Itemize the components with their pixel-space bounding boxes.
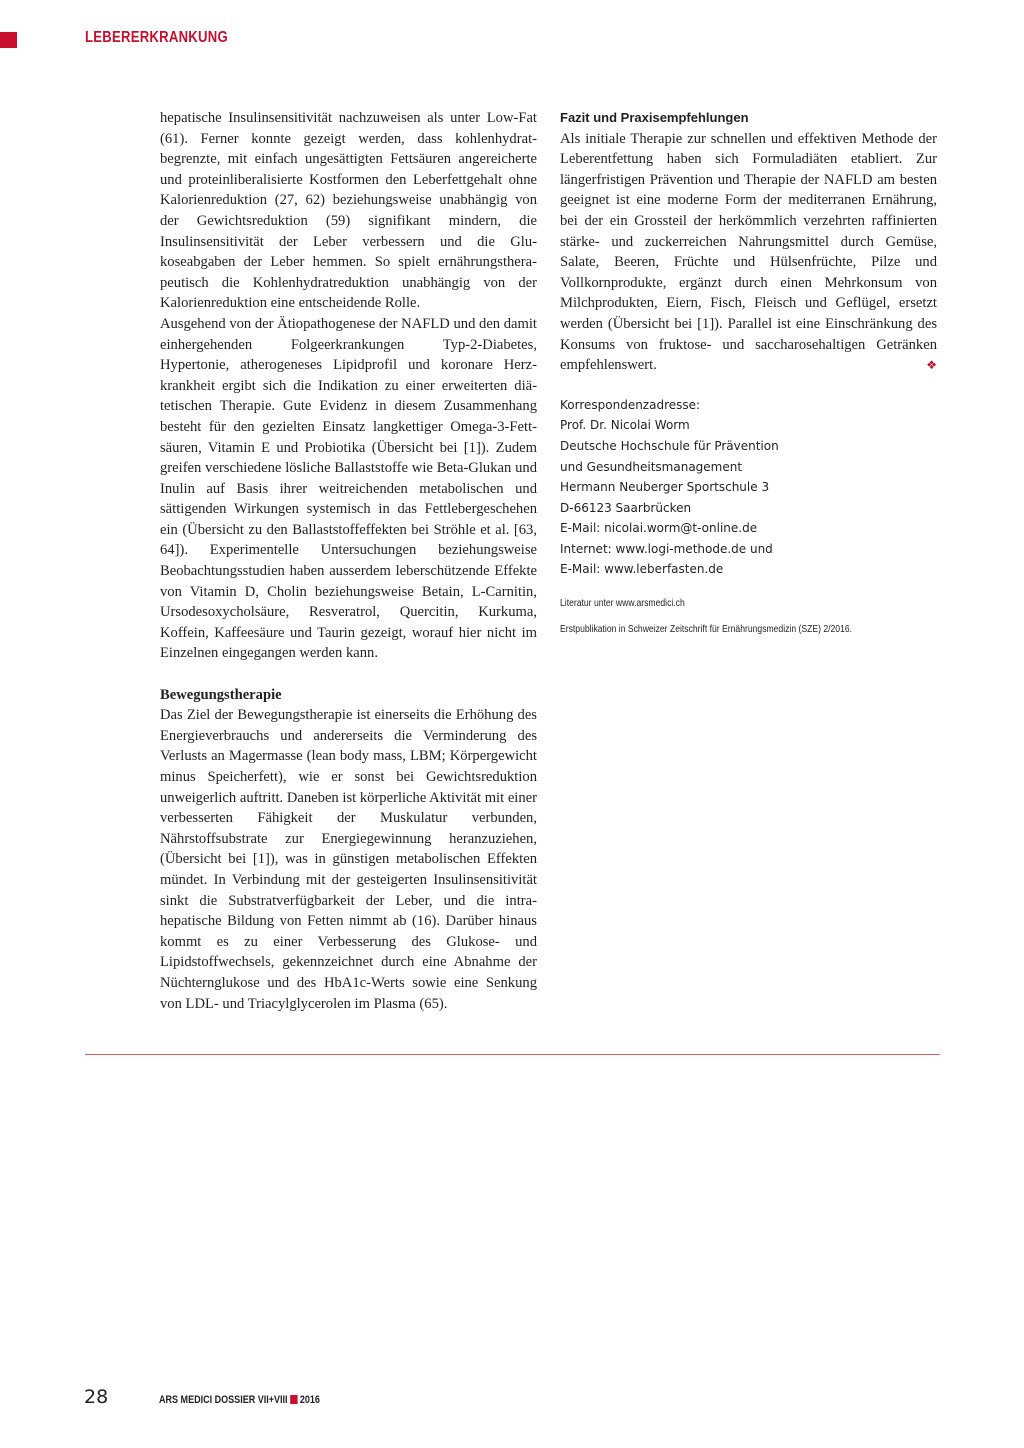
- red-square-icon: [290, 1395, 297, 1404]
- first-publication-note: Erstpublikation in Schweizer Zeitschrift für Ernährungsmedizin (SZE) 2/2016.: [560, 624, 853, 636]
- page-number: 28: [84, 1386, 109, 1408]
- literature-note: Literatur unter www.arsmedici.ch: [560, 598, 685, 610]
- address-website[interactable]: Internet: www.logi-methode.de und: [560, 541, 773, 556]
- address-email[interactable]: E-Mail: nicolai.worm@t-online.de: [560, 521, 758, 536]
- address-name: Prof. Dr. Nicolai Worm: [560, 418, 690, 433]
- address-label: Korrespondenzadresse:: [560, 397, 701, 412]
- section-title: LEBERERKRANKUNG: [85, 29, 228, 46]
- divider-rule: [85, 1054, 940, 1055]
- publication-name: ARS MEDICI DOSSIER VII+VIII: [159, 1394, 288, 1406]
- body-paragraph: Das Ziel der Bewegungstherapie ist einerseits die Erhöhung des Energieverbrauchs und andererseits die Verminderung des Verlusts an Magermasse (lean body mass, LBM; Körpergewicht minus Speicherfett), wie er sonst bei Gewichtsreduktion unweigerlich auftritt. Daneben ist körperliche Aktivität mit einer verbesserten Fähigkeit der Muskulatur verbunden, Nährstoffsubstrate zur Energiegewinnung heranzuziehen, (Übersicht bei [1]), was in günstigen metabolischen Effekten mündet. In Verbindung mit der gesteigerten Insulinsensitivität sinkt die Substratverfügbarkeit der Leber, und die intrahepatische Bildung von Fetten nimmt ab (16). Darüber hinaus kommt es zu einer Verbesserung des Glukose- und Lipidstoffwechsels, gekennzeichnet durch eine Abnahme der Nüchternglukose und des HbA1c-Werts sowie eine Senkung von LDL- und Triacylglycerolen im Plasma (65).: [160, 707, 537, 1012]
- section-color-marker: [0, 32, 17, 48]
- address-website-2[interactable]: E-Mail: www.leberfasten.de: [560, 562, 724, 577]
- body-paragraph: hepatische Insulinsensitivität nachzuweisen als unter Low-Fat (61). Ferner konnte gezeigt werden, dass kohlenhydratbegrenzte, mit einfach ungesättigten Fettsäuren angereicherte und proteinliberalisierte Kostformen den Leberfettgehalt ohne Kalorienreduktion (27, 62) beziehungsweise unabhängig von der Gewichtsreduktion (59) signifikant mindern, die Insulinsensitivität der Leber verbessern und die Glukoseabgaben der Leber hemmen. So spielt ernährungstherapeutisch die Kohlenhydratreduktion unabhängig von der Kalorienreduktion eine entscheidende Rolle.: [160, 110, 537, 312]
- body-paragraph: [560, 129, 937, 376]
- address-street: Hermann Neuberger Sportschule 3: [560, 480, 770, 495]
- address-institution: und Gesundheitsmanagement: [560, 459, 743, 474]
- spacer: [160, 664, 537, 685]
- left-column: [160, 108, 537, 1014]
- correspondence-address: [560, 395, 937, 580]
- footer-publication: [159, 1394, 320, 1406]
- publication-year: 2016: [299, 1394, 320, 1406]
- article-end-ornament-icon: ❖: [926, 358, 937, 373]
- right-column: [560, 108, 937, 636]
- subheading-fazit: Fazit und Praxisempfehlungen: [560, 110, 749, 125]
- body-paragraph: Ausgehend von der Ätiopathogenese der NAFLD und den damit einhergehenden Folgeerkrankungen Typ-2-Diabetes, Hypertonie, atherogeneses Lipidprofil und koronare Herzkrankheit ergibt sich die Indikation zu einer erweiterten diätetischen Therapie. Gute Evidenz in diesem Zusammenhang besteht für den gezielten Einsatz langkettiger Omega-3-Fettsäuren, Vitamin E und Probiotika (Übersicht bei [1]). Zudem greifen verschiedene lösliche Ballaststoffe wie Beta-Glukan und Inulin auf Basis ihrer weitreichenden metabolischen und sättigenden Wirkungen systemisch in das Fettlebergeschehen ein (Übersicht zu den Ballaststoffeffekten bei Ströhle et al. [63, 64]). Experimentelle Untersuchungen beziehungsweise Beobachtungsstudien haben ausserdem leberschützende Effekte von Vitamin D, Cholin beziehungsweise Betain, L-Carnitin, Ursodesoxycholsäure, Resveratrol, Quercitin, Kurkuma, Koffein, Kaffeesäure und Taurin gezeigt, worauf hier nicht im Einzelnen eingegangen werden kann.: [160, 315, 537, 662]
- address-city: D-66123 Saarbrücken: [560, 500, 692, 515]
- subheading-bewegungstherapie: Bewegungstherapie: [160, 686, 282, 703]
- fazit-text: Als initiale Therapie zur schnellen und effektiven Methode der Leberentfettung haben sich Formuladiäten etabliert. Zur längerfristigen Prävention und Therapie der NAFLD am besten geeignet ist eine moderne Form der mediterranen Ernährung, bei der ein Grossteil der herkömmlich verzehrten raffinierten stärke- und zuckerreichen Nahrungsmittel durch Gemüse, Salate, Beeren, Früchte und Hülsenfrüchte, Pilze und Vollkornprodukte, ergänzt durch einen Mehrkonsum von Milchprodukten, Eiern, Fisch, Fleisch und Geflügel, ersetzt werden (Übersicht bei [1]). Parallel ist eine Einschränkung des Konsums von fruktose- und saccharosehaltigen Getränken empfehlenswert.: [560, 130, 937, 374]
- address-institution: Deutsche Hochschule für Prävention: [560, 438, 779, 453]
